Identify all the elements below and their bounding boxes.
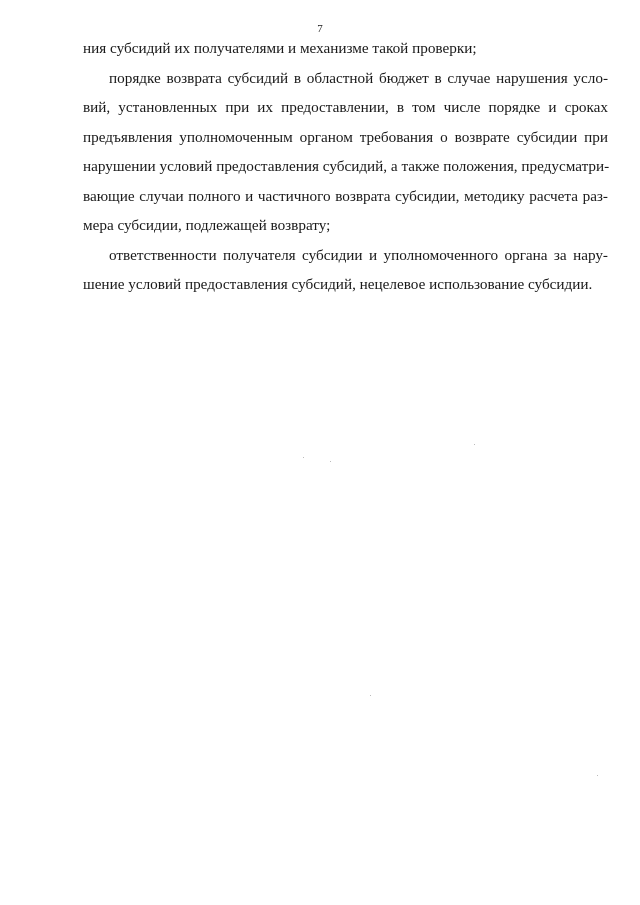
text-line: ния субсидий их получателями и механизме такой проверки; [83, 40, 477, 57]
scan-speck [303, 457, 304, 458]
text-line: вий, установленных при их предоставлении, в том числе порядке и сроках [83, 99, 608, 116]
text-line: вающие случаи полного и частичного возврата субсидии, методику расчета раз- [83, 187, 608, 205]
text-line: предъявления уполномоченным органом требования о возврате субсидии при [83, 128, 608, 146]
text-line: порядке возврата субсидий в областной бюджет в случае нарушения усло- [109, 69, 608, 87]
paragraph-1 [83, 34, 608, 64]
scan-speck [597, 775, 598, 776]
paragraph-3 [83, 241, 608, 300]
scan-speck [474, 444, 475, 445]
text-line: нарушении условий предоставления субсидий, а также положения, предусматри- [83, 158, 610, 175]
text-line: ответственности получателя субсидии и уполномоченного органа за нару- [109, 246, 608, 264]
page-number: 7 [317, 23, 323, 35]
text-line: мера субсидии, подлежащей возврату; [83, 217, 331, 234]
document-body [83, 34, 608, 300]
text-line: шение условий предоставления субсидий, нецелевое использование субсидии. [83, 276, 593, 293]
paragraph-2 [83, 64, 608, 241]
scan-speck [370, 695, 371, 696]
scan-speck [330, 461, 331, 462]
